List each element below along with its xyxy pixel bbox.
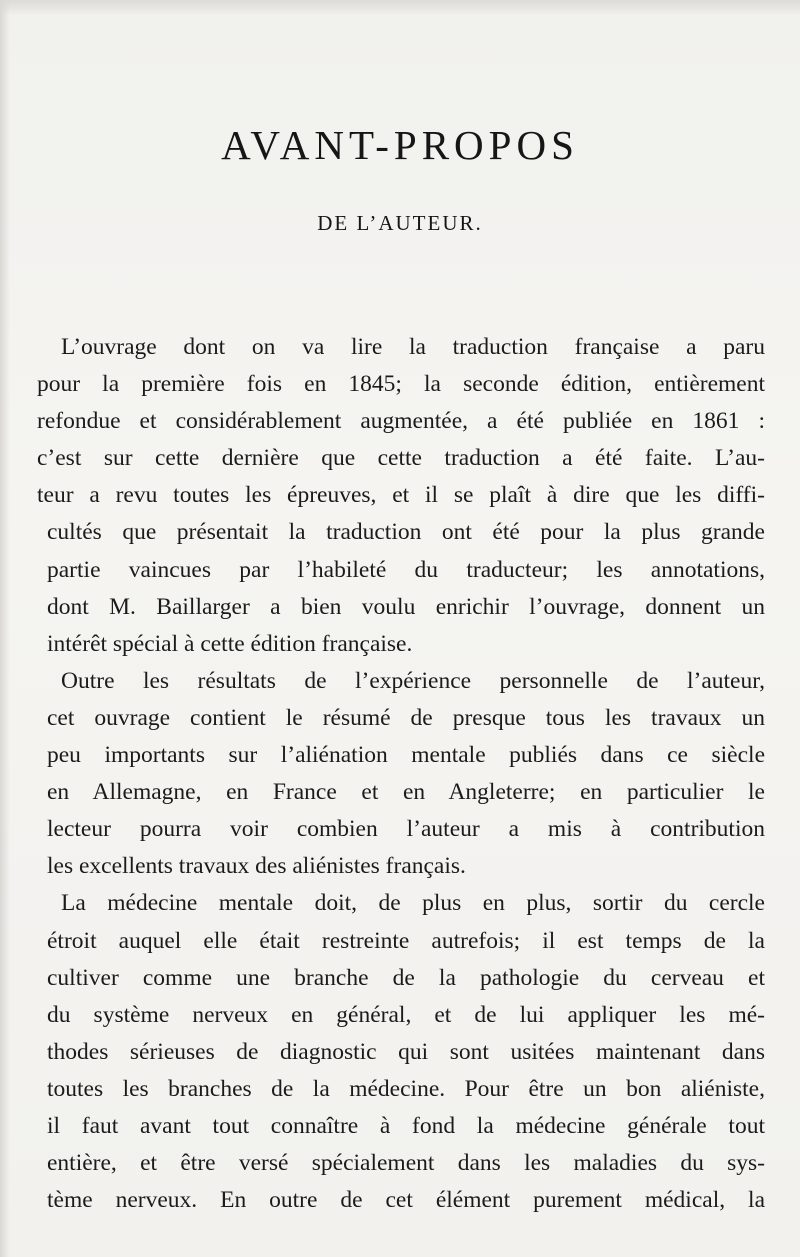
text-line: les excellents travaux des aliénistes français.: [47, 853, 466, 880]
text-line: du système nerveux en général, et de lui appliquer les mé-: [47, 1001, 765, 1028]
text-line: cet ouvrage contient le résumé de presque tous les travaux un: [47, 704, 765, 731]
text-line: La médecine mentale doit, de plus en plus, sortir du cercle: [61, 890, 765, 917]
text-line: c’est sur cette dernière que cette traduction a été faite. L’au-: [37, 445, 765, 472]
page-top-edge: [0, 0, 800, 14]
text-line: refondue et considérablement augmentée, a été publiée en 1861 :: [37, 408, 765, 435]
text-line: L’ouvrage dont on va lire la traduction française a paru: [61, 334, 765, 360]
text-line: intérêt spécial à cette édition française.: [47, 630, 413, 657]
text-line: Outre les résultats de l’expérience personnelle de l’auteur,: [61, 667, 765, 694]
page-title: AVANT-PROPOS: [221, 122, 579, 168]
text-line: cultés que présentait la traduction ont été pour la plus grande: [47, 519, 765, 546]
text-line: en Allemagne, en France et en Angleterre; en particulier le: [47, 779, 765, 806]
text-line: entière, et être versé spécialement dans les maladies du sys-: [47, 1150, 765, 1177]
text-line: cultiver comme une branche de la pathologie du cerveau et: [47, 964, 765, 991]
text-line: peu importants sur l’aliénation mentale publiés dans ce siècle: [47, 742, 765, 769]
text-line: dont M. Baillarger a bien voulu enrichir l’ouvrage, donnent un: [47, 593, 765, 620]
page-subtitle: DE L’AUTEUR.: [317, 211, 483, 235]
text-line: il faut avant tout connaître à fond la médecine générale tout: [47, 1112, 765, 1139]
text-line: teur a revu toutes les épreuves, et il se plaît à dire que les diffi-: [37, 482, 765, 509]
text-line: partie vaincues par l’habileté du traducteur; les annotations,: [47, 556, 765, 583]
text-line: thodes sérieuses de diagnostic qui sont usitées maintenant dans: [47, 1038, 765, 1065]
text-line: tème nerveux. En outre de cet élément purement médical, la: [47, 1187, 765, 1214]
text-line: pour la première fois en 1845; la seconde édition, entièrement: [37, 371, 765, 398]
text-line: lecteur pourra voir combien l’auteur a mis à contribution: [47, 816, 765, 843]
text-line: toutes les branches de la médecine. Pour être un bon aliéniste,: [47, 1075, 765, 1102]
text-line: étroit auquel elle était restreinte autrefois; il est temps de la: [47, 927, 765, 954]
body-text: [37, 329, 765, 1219]
page-left-edge: [0, 0, 10, 1257]
